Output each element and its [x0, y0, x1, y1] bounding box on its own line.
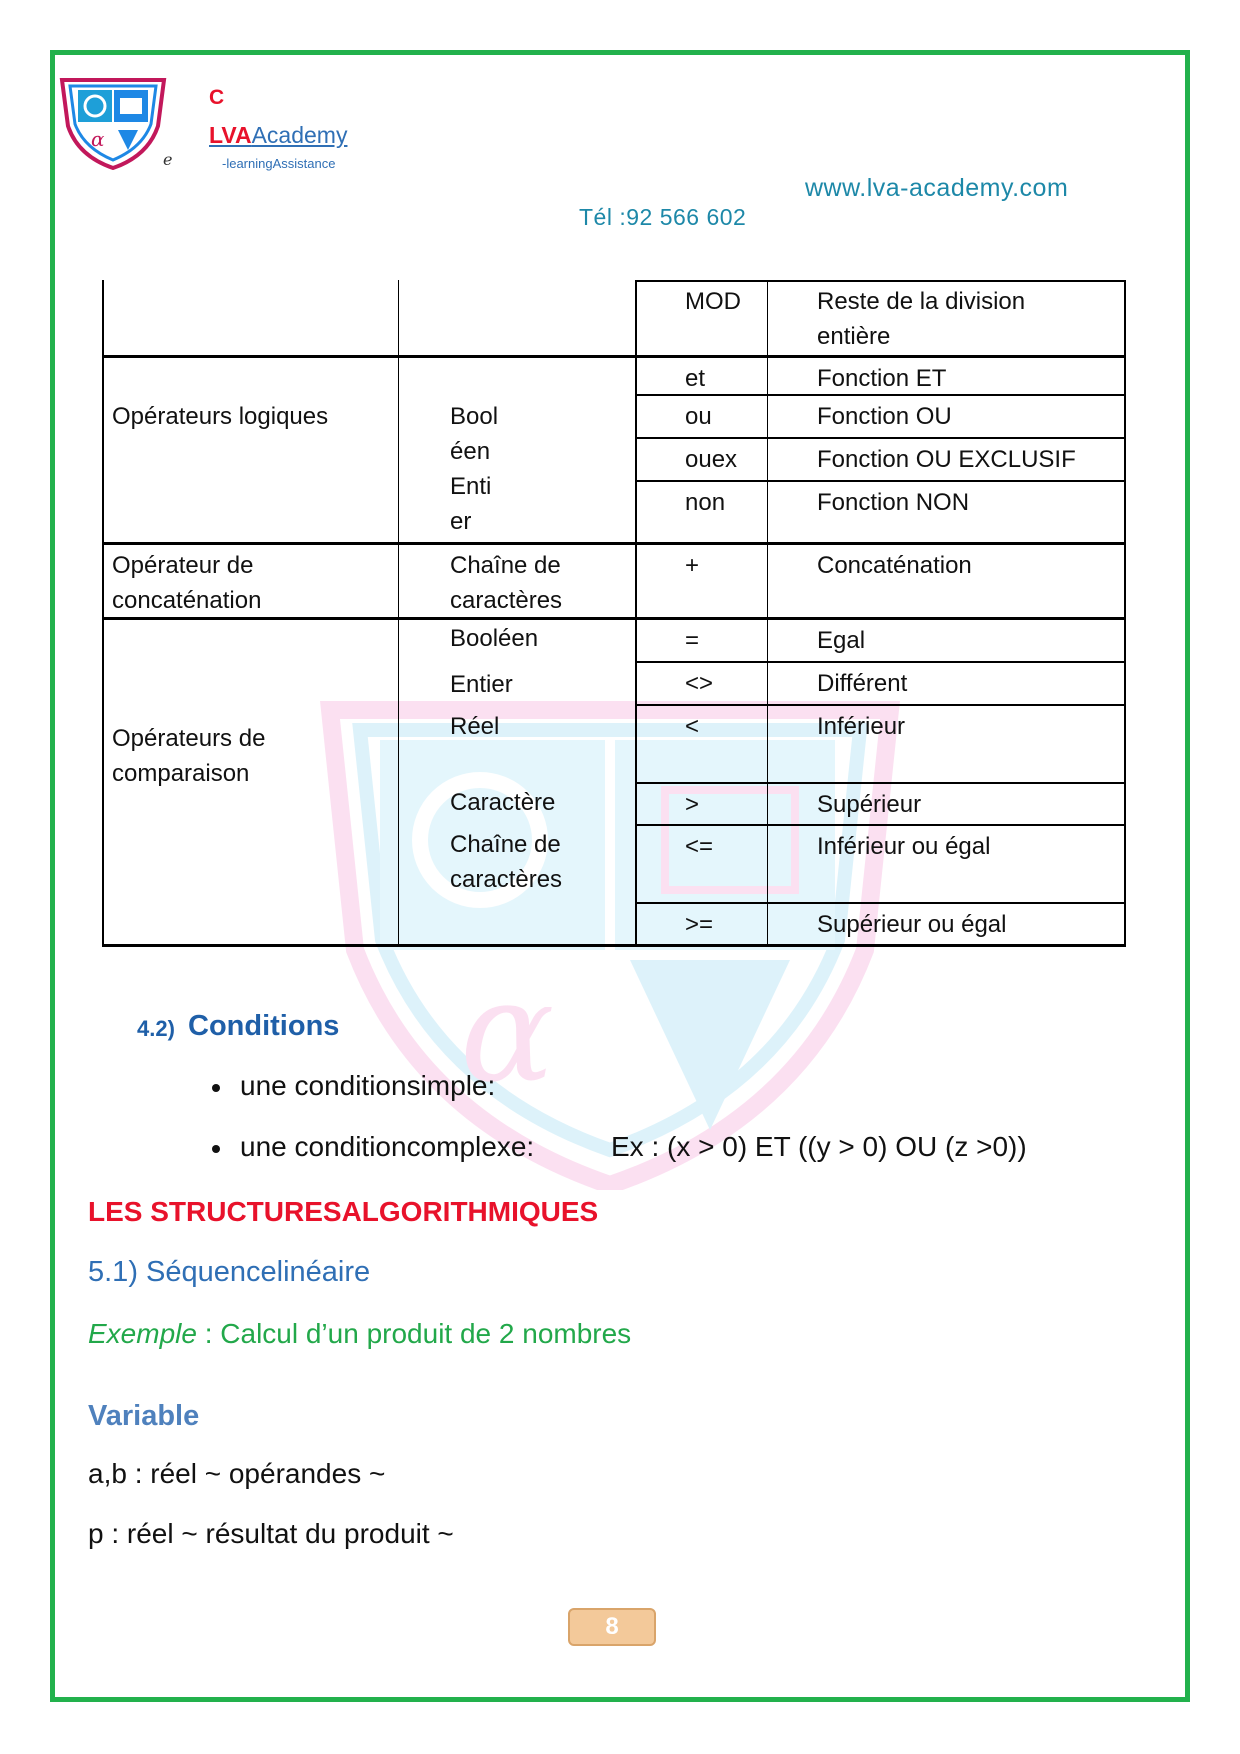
heading-structures: LES STRUCTURESALGORITHMIQUES — [88, 1196, 599, 1227]
table-description-cell: Fonction OU EXCLUSIF — [817, 446, 1076, 473]
example-label: Exemple — [88, 1318, 197, 1349]
table-row-divider — [635, 437, 1126, 439]
table-operator-cell: >= — [685, 911, 714, 938]
table-description-cell: Supérieur ou égal — [817, 911, 1007, 938]
condition-complex-example: Ex : (x > 0) ET ((y > 0) OU (z >0)) — [611, 1131, 1027, 1162]
table-group-divider — [102, 944, 1126, 947]
brand-name[interactable] — [209, 122, 347, 149]
variable-line-p: p : réel ~ résultat du produit ~ — [88, 1518, 454, 1549]
table-operator-cell: et — [685, 365, 706, 392]
table-type-cell: Bool éen Enti er — [450, 403, 499, 535]
bullet-icon — [212, 1145, 220, 1153]
table-type-cell: Caractère — [450, 789, 556, 816]
heading-variable: Variable — [88, 1400, 200, 1432]
brand-academy: Academy — [251, 122, 348, 148]
table-description-cell: Inférieur ou égal — [817, 833, 991, 860]
section-number: 4.2) — [137, 1016, 175, 1041]
table-type-cell: Réel — [450, 713, 500, 740]
example-line — [88, 1318, 631, 1350]
table-operator-cell: ouex — [685, 446, 738, 473]
table-description-cell: Egal — [817, 627, 866, 654]
section-title-conditions: Conditions — [188, 1010, 340, 1042]
variable-line-ab: a,b : réel ~ opérandes ~ — [88, 1458, 386, 1489]
table-category-cell: Opérateur de concaténation — [112, 552, 262, 614]
table-operator-cell: non — [685, 489, 726, 516]
phone-number: Tél :92 566 602 — [579, 204, 747, 230]
operators-table — [102, 280, 1126, 946]
table-description-cell: Fonction ET — [817, 365, 947, 392]
svg-text:α: α — [460, 951, 555, 1114]
table-description-cell: Reste de la division entière — [817, 288, 1026, 350]
table-description-cell: Fonction OU — [817, 403, 952, 430]
table-category-cell: Opérateurs logiques — [112, 403, 329, 430]
website-link[interactable]: www.lva-academy.com — [805, 174, 1069, 202]
list-item — [240, 1070, 495, 1102]
table-row-divider — [635, 824, 1126, 826]
table-row-divider — [635, 782, 1126, 784]
svg-text:α: α — [91, 127, 105, 151]
table-description-cell: Inférieur — [817, 713, 906, 740]
condition-complex: une conditioncomplexe: — [240, 1131, 535, 1162]
table-description-cell: Supérieur — [817, 791, 922, 818]
table-operator-cell: < — [685, 713, 700, 740]
table-group-divider — [102, 542, 1126, 545]
table-type-cell: Entier — [450, 671, 513, 698]
shield-logo-icon — [58, 76, 168, 170]
table-operator-cell: = — [685, 627, 700, 654]
example-text: : Calcul d’un produit de 2 nombres — [196, 1318, 632, 1349]
heading-sequence: 5.1) Séquencelinéaire — [88, 1256, 371, 1288]
table-group-divider — [102, 617, 1126, 620]
table-description-cell: Concaténation — [817, 552, 972, 579]
brand-e: e — [163, 150, 173, 169]
table-operator-cell: MOD — [685, 288, 741, 315]
brand-subtitle: -learningAssistance — [222, 156, 336, 171]
table-description-cell: Différent — [817, 670, 908, 697]
table-border-left — [102, 280, 104, 946]
table-col-divider — [767, 280, 768, 946]
table-type-cell: Chaîne de caractères — [450, 831, 563, 893]
brand-lva: LVA — [209, 122, 252, 148]
table-row-divider — [635, 902, 1126, 904]
table-type-cell: Chaîne de caractères — [450, 552, 563, 614]
table-border-right — [1124, 280, 1126, 946]
table-type-cell: Booléen — [450, 625, 539, 652]
table-border-top — [635, 280, 1126, 282]
bullet-icon — [212, 1084, 220, 1092]
table-row-divider — [635, 394, 1126, 396]
table-row-divider — [635, 480, 1126, 482]
table-row-divider — [635, 704, 1126, 706]
list-item — [240, 1131, 534, 1163]
table-operator-cell: ou — [685, 403, 712, 430]
table-group-divider — [102, 355, 1126, 358]
condition-simple: une conditionsimple: — [240, 1070, 496, 1101]
table-category-cell: Opérateurs de comparaison — [112, 725, 266, 787]
table-operator-cell: + — [685, 552, 700, 579]
page-number: 8 — [568, 1608, 656, 1646]
table-col-divider — [635, 280, 637, 946]
table-operator-cell: > — [685, 791, 700, 818]
table-row-divider — [635, 661, 1126, 663]
table-col-divider — [398, 280, 399, 946]
table-description-cell: Fonction NON — [817, 489, 970, 516]
brand-letter: C — [209, 86, 225, 109]
table-operator-cell: <= — [685, 833, 714, 860]
table-operator-cell: <> — [685, 670, 714, 697]
